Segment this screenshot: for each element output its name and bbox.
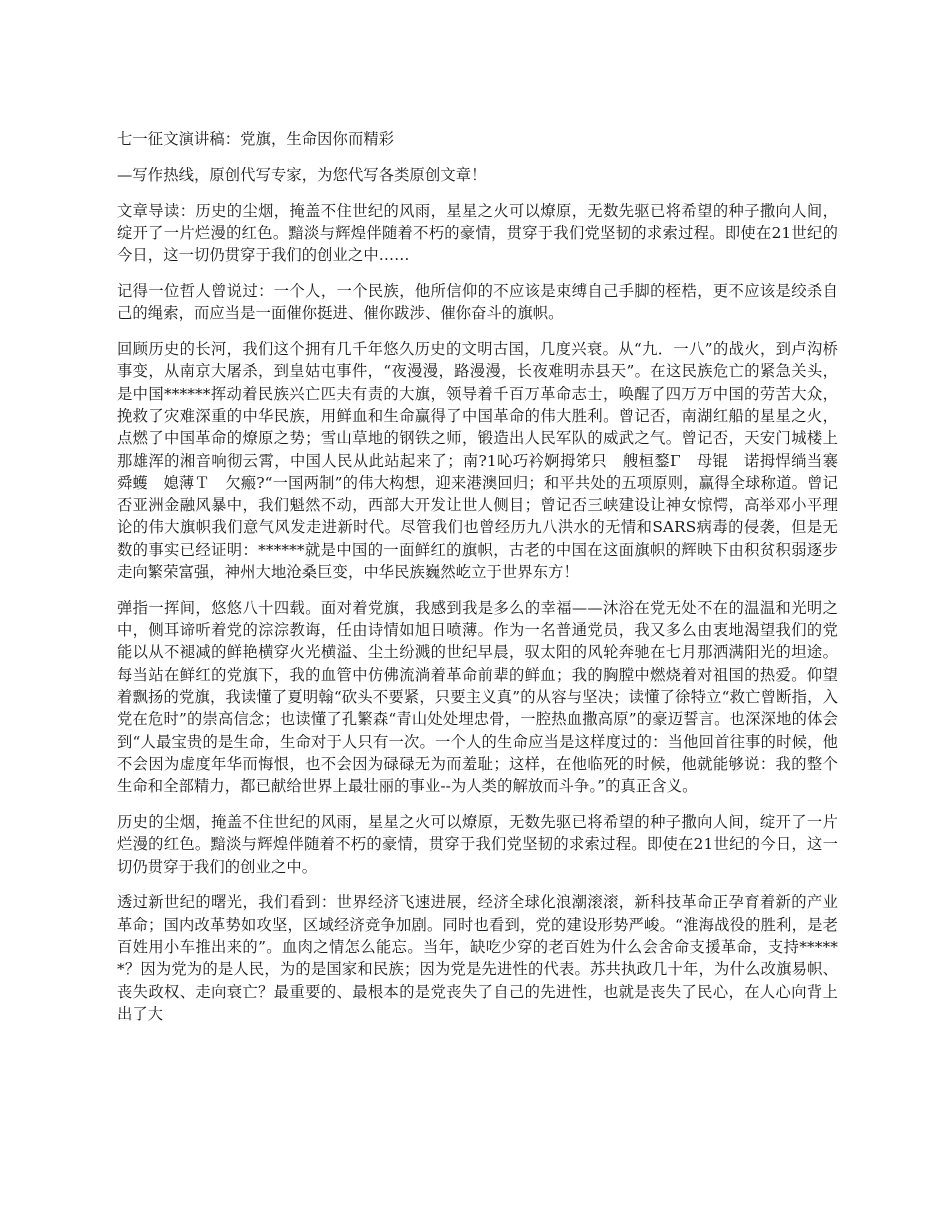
document-page xyxy=(117,128,838,1039)
paragraph-new-century: 透过新世纪的曙光，我们看到：世界经济飞速进展，经济全球化浪潮滚滚，新科技革命正孕育着新的产业革命；国内改革势如攻坚，区域经济竞争加剧。同时也看到，党的建设形势严峻。“淮海战役的胜利，是老百姓用小车推出来的”。血肉之情怎么能忘。当年，缺吃少穿的老百姓为什么会舍命支援革命，支持******？因为党为的是人民，为的是国家和民族；因为党是先进性的代表。苏共执政几十年，为什么改旗易帜、丧失政权、走向衰亡？最重要的、最根本的是党丧失了自己的先进性，也就是丧失了民心，在人心向背上出了大 xyxy=(117,893,838,1023)
paragraph-philosopher: 记得一位哲人曾说过：一个人，一个民族，他所信仰的不应该是束缚自己手脚的桎梏，更不应该是绞杀自己的绳索，而应当是一面催你挺进、催你跋涉、催你奋斗的旗帜。 xyxy=(117,281,838,323)
paragraph-dust-of-history: 历史的尘烟，掩盖不住世纪的风雨，星星之火可以燎原，无数先驱已将希望的种子撒向人间，绽开了一片烂漫的红色。黯淡与辉煌伴随着不朽的豪情，贯穿于我们党坚韧的求索过程。即使在21世纪的今日，这一切仍贯穿于我们的创业之中。 xyxy=(117,813,838,876)
paragraph-intro: 文章导读：历史的尘烟，掩盖不住世纪的风雨，星星之火可以燎原，无数先驱已将希望的种子撒向人间，绽开了一片烂漫的红色。黯淡与辉煌伴随着不朽的豪情，贯穿于我们党坚韧的求索过程。即使在21世纪的今日，这一切仍贯穿于我们的创业之中…… xyxy=(117,201,838,265)
document-subtitle: —写作热线，原创代写专家，为您代写各类原创文章！ xyxy=(117,165,487,184)
document-title: 七一征文演讲稿：党旗，生命因你而精彩 xyxy=(117,130,395,148)
paragraph-party-flag: 弹指一挥间，悠悠八十四载。面对着党旗，我感到我是多么的幸福——沐浴在党无处不在的温温和光明之中，侧耳谛听着党的淙淙教诲，任由诗情如旭日喷薄。作为一名普通党员，我又多么由衷地渴望我们的党能以从不褪减的鲜艳横穿火光横溢、尘土纷溅的世纪早晨，驭太阳的风轮奔驰在七月那洒满阳光的坦途。每当站在鲜红的党旗下，我的血管中仿佛流淌着革命前辈的鲜血；我的胸膛中燃烧着对祖国的热爱。仰望着飘扬的党旗，我读懂了夏明翰“砍头不要紧，只要主义真”的从容与坚决；读懂了徐特立“救亡曾断指，入党在危时”的崇高信念；也读懂了孔繁森“青山处处埋忠骨，一腔热血撒高原”的豪迈誓言。也深深地的体会到“人最宝贵的是生命，生命对于人只有一次。一个人的生命应当是这样度过的：当他回首往事的时候，他不会因为虚度年华而悔恨，也不会因为碌碌无为而羞耻；这样，在他临死的时候，他就能够说：我的整个生命和全部精力，都已献给世界上最壮丽的事业--为人类的解放而斗争。”的真正含义。 xyxy=(117,598,838,796)
paragraph-history: 回顾历史的长河，我们这个拥有几千年悠久历史的文明古国，几度兴衰。从“九．一八”的战火，到卢沟桥事变，从南京大屠杀，到皇姑屯事件，“夜漫漫，路漫漫，长夜难明赤县天”。在这民族危亡的紧急关头，是中国******挥动着民族兴亡匹夫有责的大旗，领导着千百万革命志士，唤醒了四万万中国的劳苦大众，挽救了灾难深重的中华民族，用鲜血和生命赢得了中国革命的伟大胜利。曾记否，南湖红船的星星之火，点燃了中国革命的燎原之势；雪山草地的钢铁之师，锻造出人民军队的威武之气。曾记否，天安门城楼上那雄浑的湘音响彻云霄，中国人民从此站起来了；南?1吣巧衿婀拇笫只 艘桓鍪Γ 母锟 诺拇悍绱当褰舜蠖 媳薄Ｔ 欠瘢?“一国两制”的伟大构想，迎来港澳回归；和平共处的五项原则，赢得全球称道。曾记否亚洲金融风暴中，我们魁然不动，西部大开发让世人侧目；曾记否三峡建设让神女惊愕，高举邓小平理论的伟大旗帜我们意气风发走进新时代。尽管我们也曾经历九八洪水的无情和SARS病毒的侵袭，但是无数的事实已经证明：******就是中国的一面鲜红的旗帜，古老的中国在这面旗帜的辉映下由积贫积弱逐步走向繁荣富强，神州大地沧桑巨变，中华民族巍然屹立于世界东方！ xyxy=(117,340,838,582)
